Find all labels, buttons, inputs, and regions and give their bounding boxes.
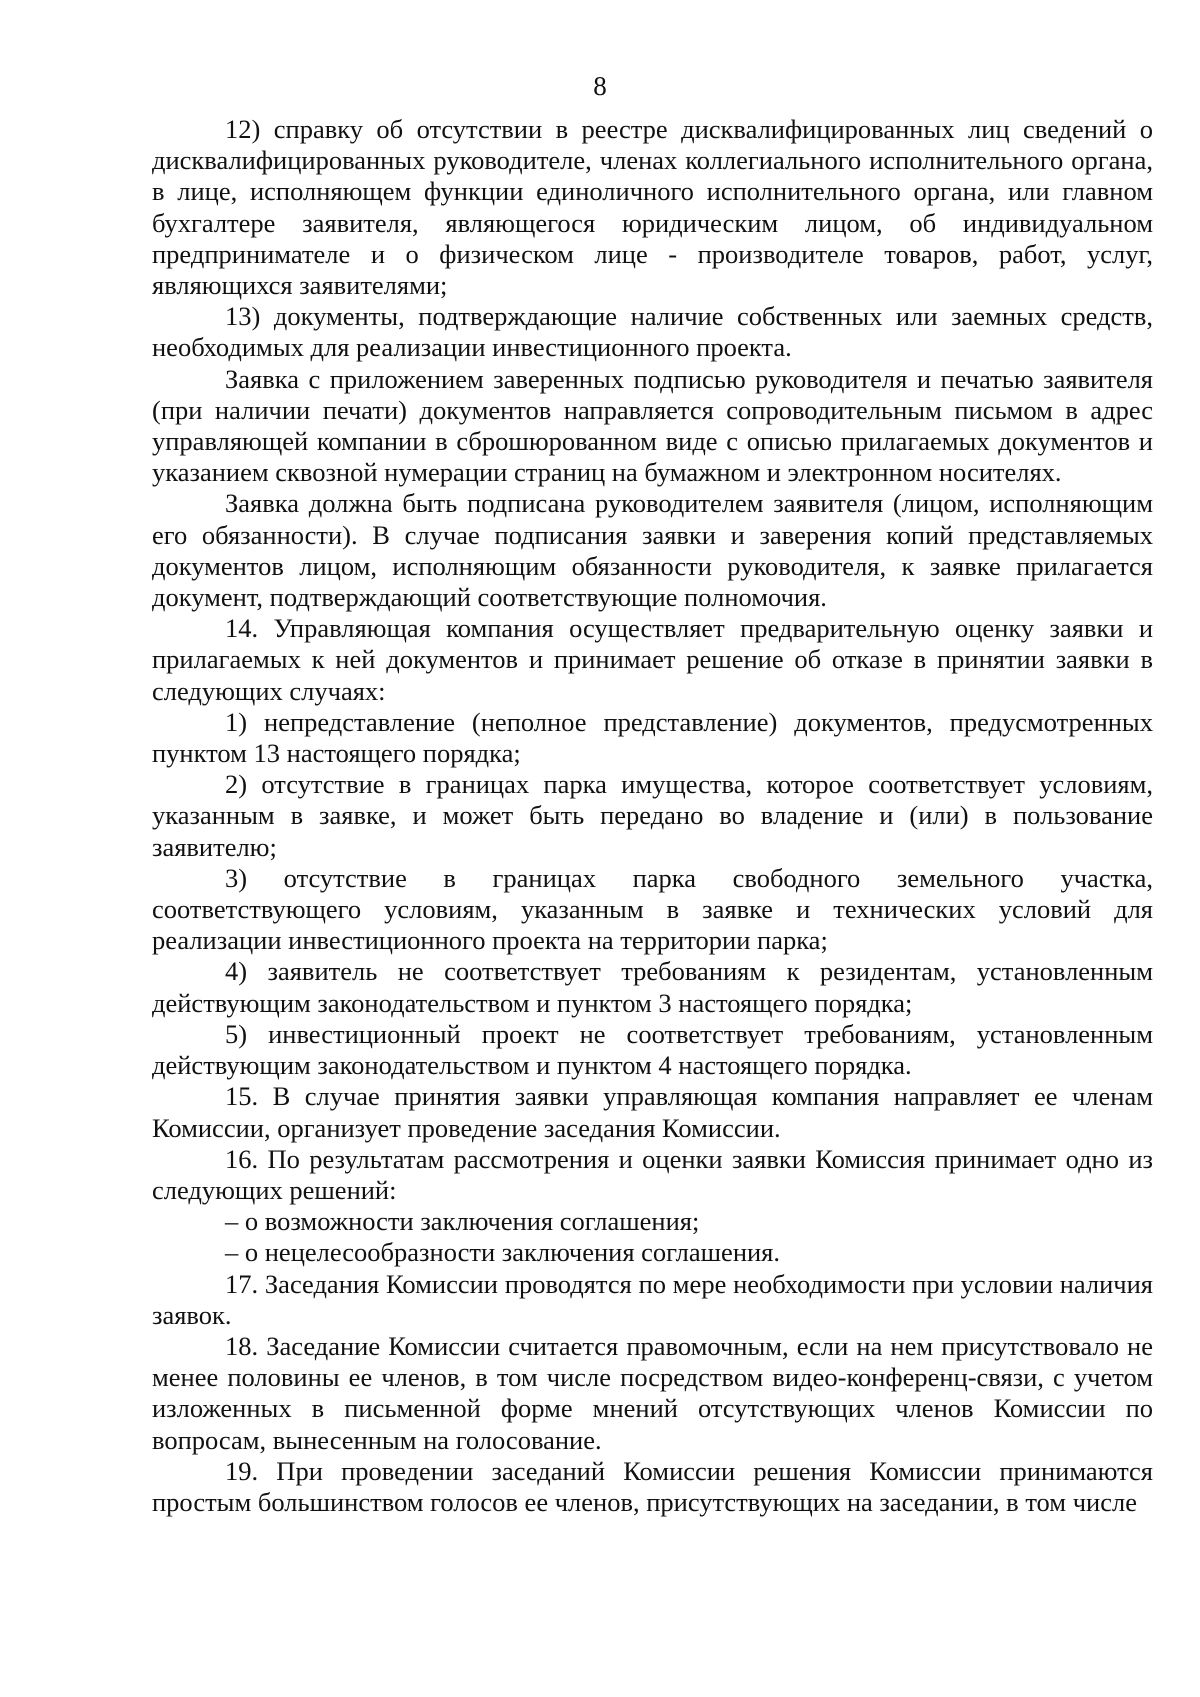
paragraph-clause-15: 15. В случае принятия заявки управляющая компания направляет ее членам Комиссии, организует проведение заседания Комиссии. (152, 1081, 1153, 1143)
paragraph-refusal-reason-5: 5) инвестиционный проект не соответствует требованиям, установленным действующим законодательством и пунктом 4 настоящего порядка. (152, 1018, 1153, 1081)
paragraph-item-12: 12) справку об отсутствии в реестре дисквалифицированных лиц сведений о дисквалифицированных руководителе, членах коллегиального исполнительного органа, в лице, исполняющем функции единоличного исполнительного органа, или главном бухгалтере заявителя, являющегося юридическим лицом, об индивидуальном предпринимателе и о физическом лице - производителе товаров, работ, услуг, являющихся заявителями; (152, 114, 1153, 301)
paragraph-refusal-reason-1: 1) непредставление (неполное представление) документов, предусмотренных пунктом 13 настоящего порядка; (152, 706, 1153, 769)
paragraph-clause-18: 18. Заседание Комиссии считается правомочным, если на нем присутствовало не менее половины ее членов, в том числе посредством видео-конференц-связи, с учетом изложенных в письменной форме мнений отсутствующих членов Комиссии по вопросам, вынесенным на голосование. (152, 1330, 1153, 1455)
paragraph-clause-14: 14. Управляющая компания осуществляет предварительную оценку заявки и прилагаемых к ней документов и принимает решение об отказе в принятии заявки в следующих случаях: (152, 613, 1153, 706)
document-body (152, 114, 1153, 1518)
paragraph-clause-19: 19. При проведении заседаний Комиссии решения Комиссии принимаются простым большинством голосов ее членов, присутствующих на заседании, в том числе (152, 1455, 1153, 1517)
paragraph-refusal-reason-4: 4) заявитель не соответствует требованиям к резидентам, установленным действующим законодательством и пунктом 3 настоящего порядка; (152, 956, 1153, 1018)
paragraph-application-submission: Заявка с приложением заверенных подписью руководителя и печатью заявителя (при наличии печати) документов направляется сопроводительным письмом в адрес управляющей компании в сброшюрованном виде с описью прилагаемых документов и указанием сквозной нумерации страниц на бумажном и электронном носителях. (152, 363, 1153, 488)
paragraph-refusal-reason-3: 3) отсутствие в границах парка свободного земельного участка, соответствующего условиям, указанным в заявке и технических условий для реализации инвестиционного проекта на территории парка; (152, 862, 1153, 956)
paragraph-item-13: 13) документы, подтверждающие наличие собственных или заемных средств, необходимых для реализации инвестиционного проекта. (152, 301, 1153, 363)
paragraph-clause-17: 17. Заседания Комиссии проводятся по мере необходимости при условии наличия заявок. (152, 1268, 1153, 1330)
paragraph-clause-16: 16. По результатам рассмотрения и оценки заявки Комиссия принимает одно из следующих решений: (152, 1143, 1153, 1205)
page-number: 8 (593, 71, 607, 101)
paragraph-decision-inexpedient: – о нецелесообразности заключения соглашения. (225, 1237, 780, 1268)
paragraph-refusal-reason-2: 2) отсутствие в границах парка имущества, которое соответствует условиям, указанным в заявке, и может быть передано во владение и (или) в пользование заявителю; (152, 769, 1153, 862)
paragraph-application-signature: Заявка должна быть подписана руководителем заявителя (лицом, исполняющим его обязанности). В случае подписания заявки и заверения копий представляемых документов лицом, исполняющим обязанности руководителя, к заявке прилагается документ, подтверждающий соответствующие полномочия. (152, 488, 1153, 613)
paragraph-decision-possible: – о возможности заключения соглашения; (225, 1206, 700, 1237)
